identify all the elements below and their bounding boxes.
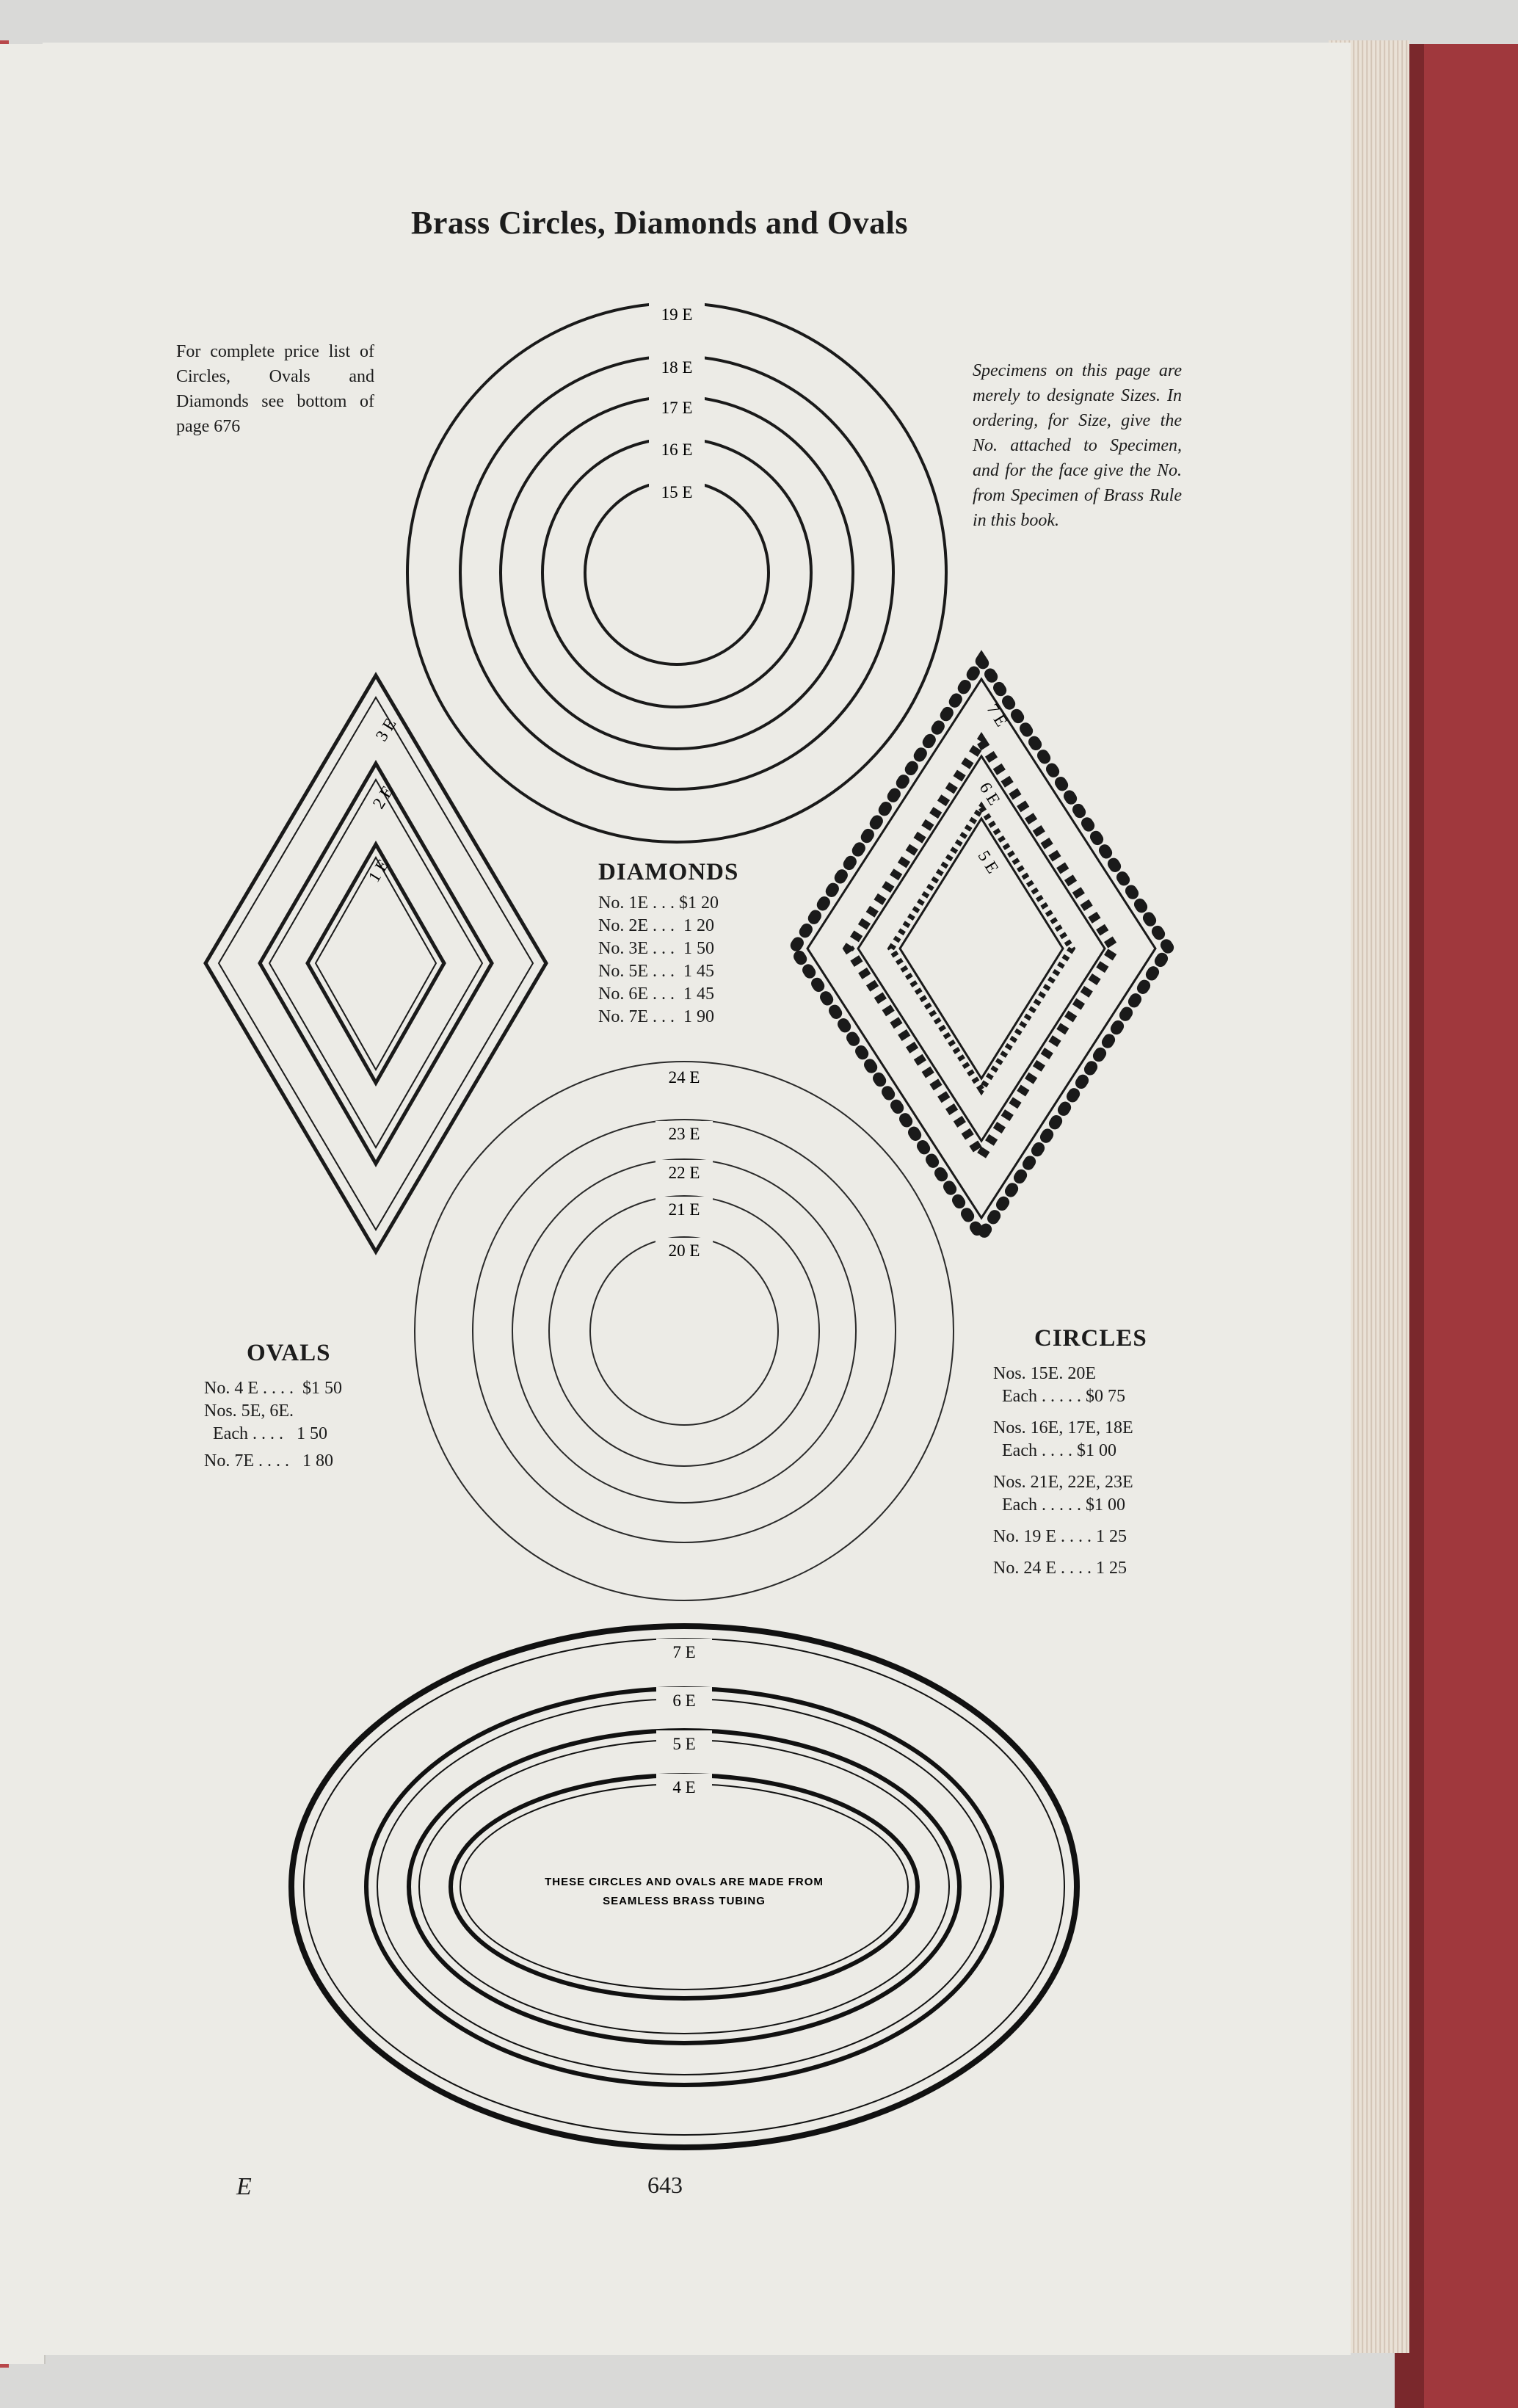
- price-row: No. 3E . . . 1 50: [598, 939, 714, 958]
- circle-20e: [590, 1237, 778, 1425]
- diamonds-price-block: [598, 859, 738, 1029]
- circles-bottom-labels: [656, 1065, 713, 1263]
- price-row: No. 7E . . . . 1 80: [204, 1451, 333, 1470]
- oval-label-6e: 6 E: [672, 1691, 696, 1710]
- price-row: Each . . . . $1 00: [993, 1441, 1116, 1460]
- circle-15e: [585, 481, 769, 664]
- circle-label-15e: 15 E: [661, 483, 693, 501]
- price-row: No. 19 E . . . . 1 25: [993, 1527, 1127, 1546]
- circle-label-23e: 23 E: [668, 1125, 700, 1143]
- price-row: Nos. 21E, 22E, 23E: [993, 1473, 1133, 1492]
- diamond-label-2e: 2 E: [368, 783, 397, 812]
- price-row: No. 4 E . . . . $1 50: [204, 1379, 342, 1398]
- price-list-note: For complete price list of Circles, Ovals and Diamonds see bottom of page 676: [176, 342, 374, 436]
- circles-price-block: [993, 1325, 1147, 1580]
- circle-18e: [460, 356, 893, 789]
- diamond-label-7e: 7 E: [983, 700, 1012, 730]
- diamond-label-1e: 1 E: [364, 856, 393, 885]
- circle-label-18e: 18 E: [661, 358, 693, 377]
- price-row: No. 7E . . . 1 90: [598, 1007, 714, 1026]
- page-number: 643: [647, 2172, 683, 2198]
- oval-inner-text-2: SEAMLESS BRASS TUBING: [603, 1895, 766, 1907]
- price-row: Nos. 15E. 20E: [993, 1364, 1096, 1383]
- price-row: Nos. 5E, 6E.: [204, 1401, 294, 1421]
- price-row: No. 6E . . . 1 45: [598, 984, 714, 1004]
- page-signature-letter: E: [236, 2173, 252, 2200]
- ovals-heading: OVALS: [247, 1340, 331, 1366]
- circle-16e: [542, 438, 811, 707]
- diamonds-left-labels: [365, 715, 400, 885]
- circle-label-19e: 19 E: [661, 305, 693, 324]
- circle-label-22e: 22 E: [668, 1164, 700, 1182]
- circle-label-16e: 16 E: [661, 440, 693, 459]
- price-row: Each . . . . . $1 00: [993, 1495, 1125, 1515]
- diamonds-left-group: [206, 675, 546, 1252]
- diamond-label-5e: 5 E: [974, 847, 1003, 877]
- circle-label-21e: 21 E: [668, 1200, 700, 1219]
- circles-top-labels: [649, 301, 705, 504]
- diamond-7e: [807, 679, 1155, 1218]
- ovals-price-block: [204, 1340, 342, 1473]
- price-row: Each . . . . 1 50: [204, 1424, 327, 1443]
- circle-19e: [407, 303, 946, 842]
- price-row: No. 5E . . . 1 45: [598, 962, 714, 981]
- price-row: Nos. 16E, 17E, 18E: [993, 1418, 1133, 1437]
- diamonds-right-group: [794, 661, 1169, 1236]
- diamond-2e: [260, 764, 492, 1164]
- price-row: Each . . . . . $0 75: [993, 1387, 1125, 1406]
- oval-inner-text-1: THESE CIRCLES AND OVALS ARE MADE FROM: [545, 1876, 824, 1888]
- diamond-5e-beads: [891, 808, 1072, 1089]
- circle-label-20e: 20 E: [668, 1241, 700, 1260]
- price-row: No. 24 E . . . . 1 25: [993, 1559, 1127, 1578]
- oval-label-7e: 7 E: [672, 1643, 696, 1661]
- oval-label-4e: 4 E: [672, 1778, 696, 1796]
- circle-label-17e: 17 E: [661, 399, 693, 417]
- diamond-label-6e: 6 E: [976, 779, 1004, 808]
- circles-top-group: [407, 303, 946, 842]
- price-row: No. 1E . . . $1 20: [598, 893, 719, 913]
- circle-label-24e: 24 E: [668, 1068, 700, 1087]
- specimen-note: Specimens on this page are merely to designate Sizes. In ordering, for Size, give the No. attached to Specimen, and for the face give the No. from Specimen of Brass Rule in this book.: [973, 361, 1182, 530]
- oval-label-5e: 5 E: [672, 1735, 696, 1753]
- diamonds-heading: DIAMONDS: [598, 859, 739, 885]
- circles-heading: CIRCLES: [1034, 1325, 1147, 1352]
- page-title: Brass Circles, Diamonds and Ovals: [411, 205, 908, 241]
- price-row: No. 2E . . . 1 20: [598, 916, 714, 935]
- diamonds-right-labels: [974, 700, 1011, 877]
- diamond-label-3e: 3 E: [371, 715, 400, 744]
